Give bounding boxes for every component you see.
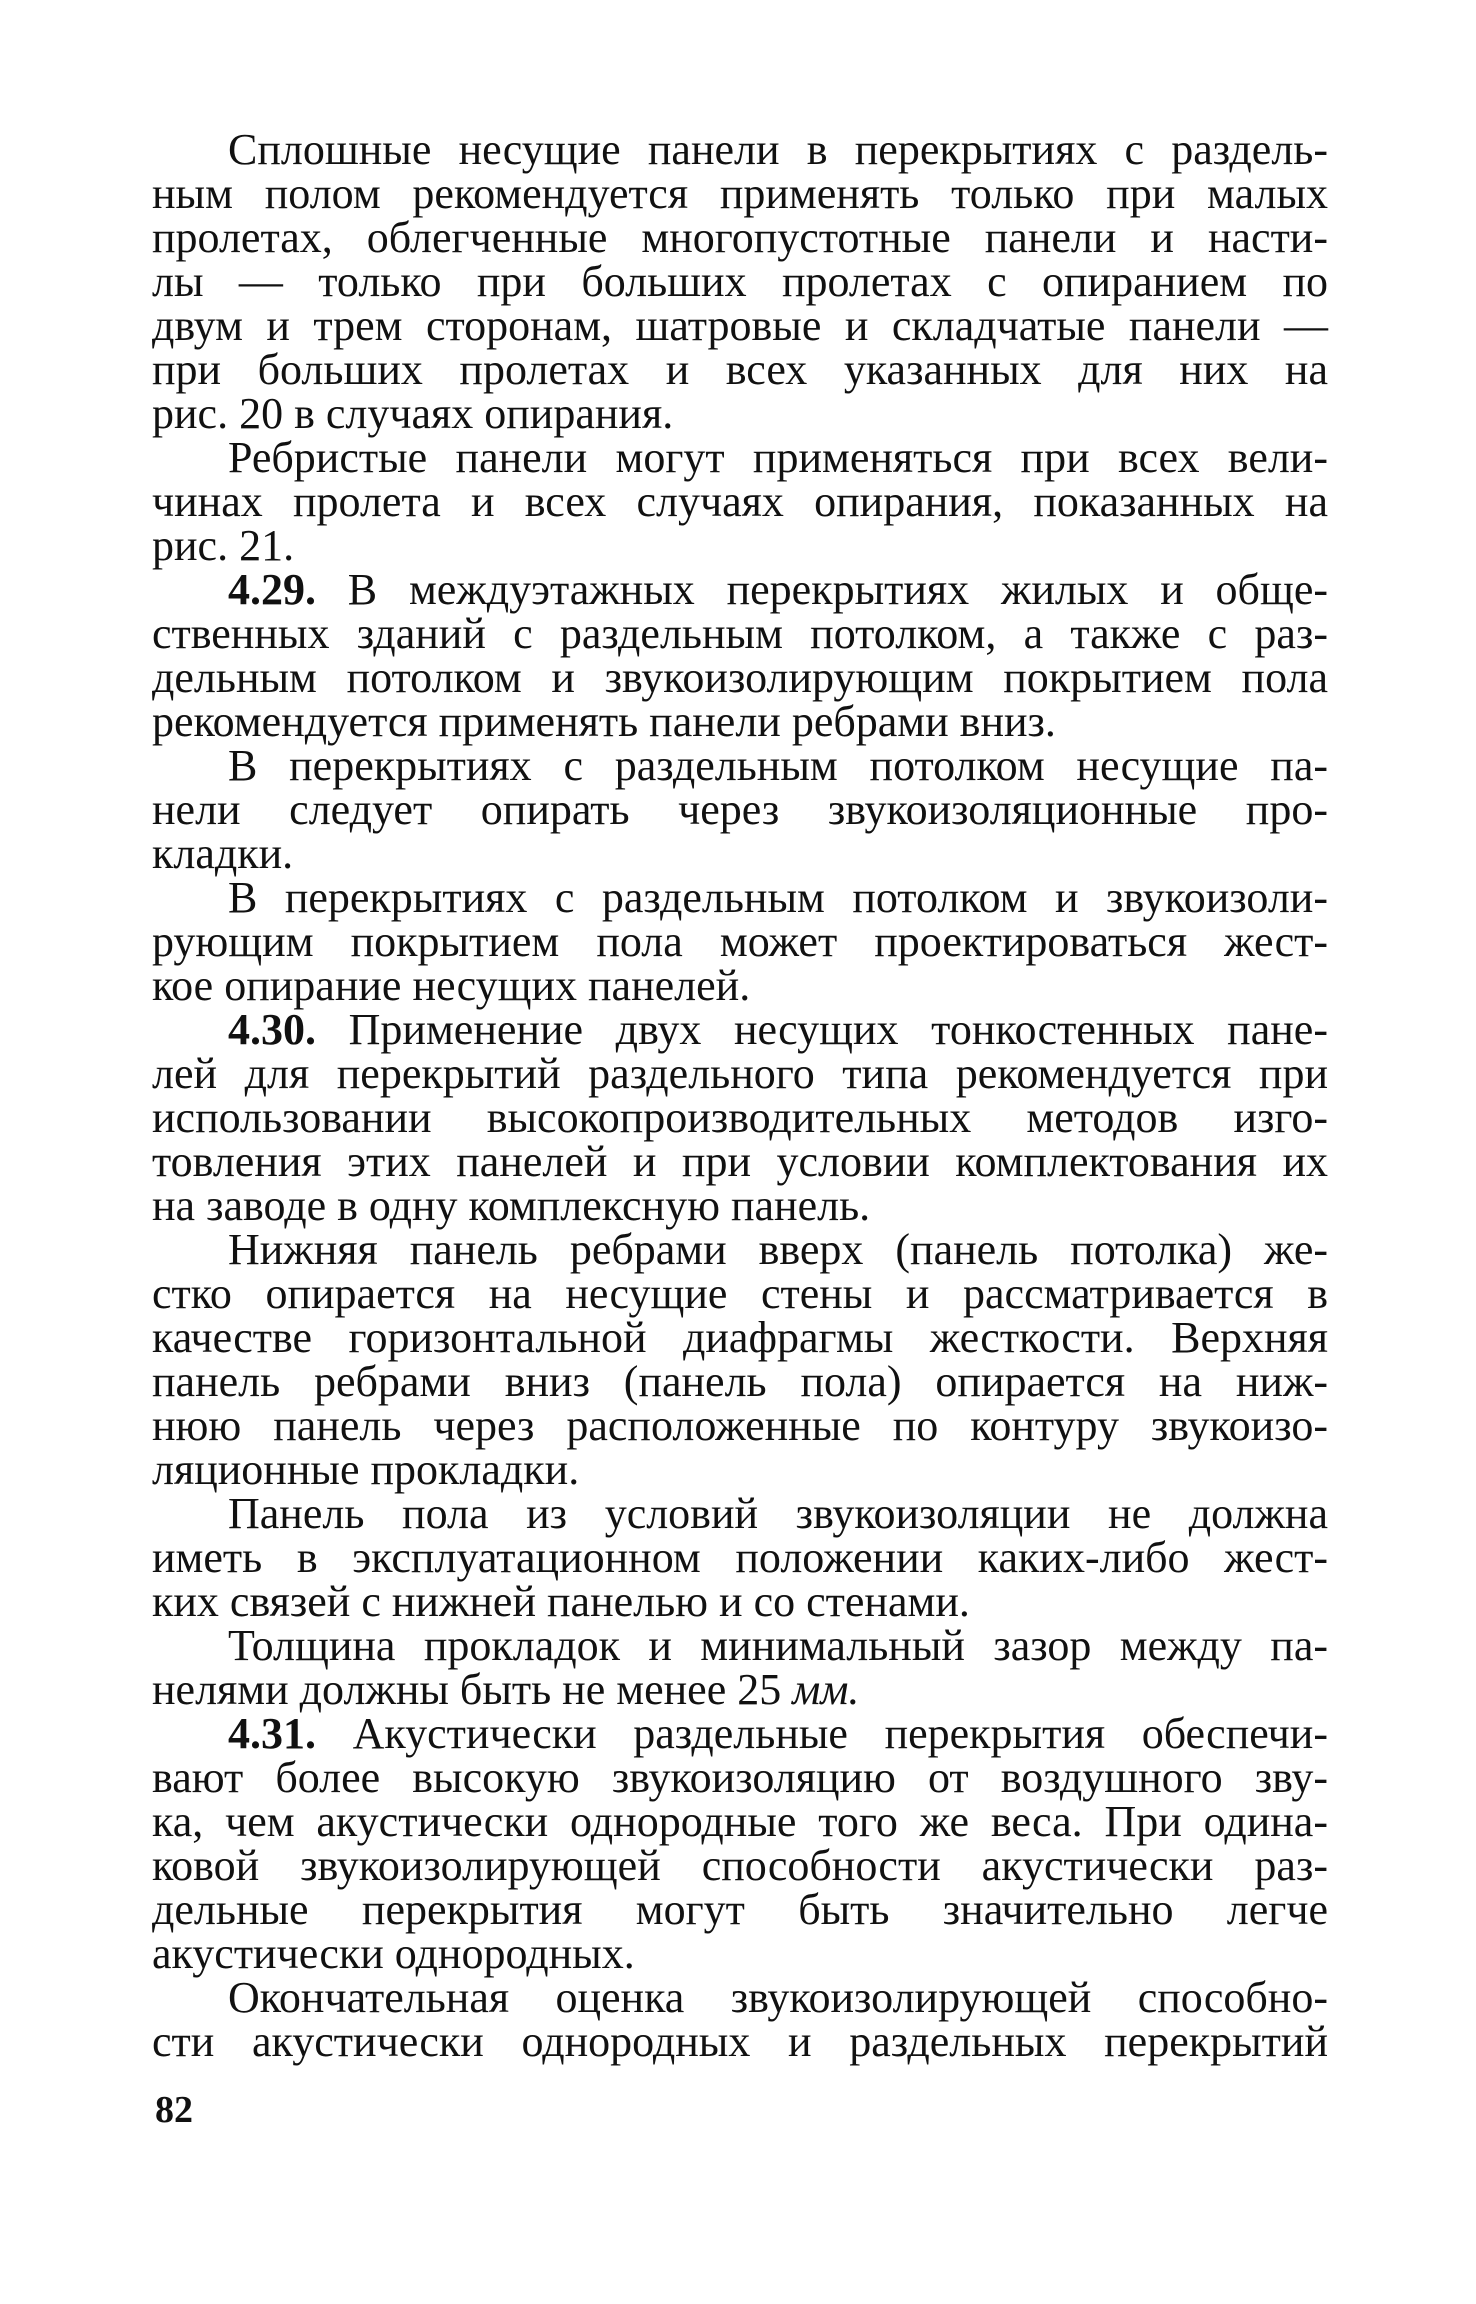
text-line: Нижняя панель ребрами вверх (панель потолка) же- — [228, 1225, 1328, 1274]
text-run: нелями должны быть не менее 25 — [152, 1665, 793, 1714]
text-line: Окончательная оценка звукоизолирующей способно- — [228, 1973, 1328, 2022]
text-run: Акустически раздельные перекрытия обеспечи- — [316, 1709, 1328, 1758]
text-line: иметь в эксплуатационном положении каких-либо жест- — [152, 1533, 1328, 1582]
text-line: кое опирание несущих панелей. — [152, 961, 751, 1010]
text-line: нюю панель через расположенные по контуру звукоизо- — [152, 1401, 1328, 1450]
text-line: ковой звукоизолирующей способности акустически раз- — [152, 1841, 1328, 1890]
section-line — [152, 1005, 1328, 1054]
text-line: В перекрытиях с раздельным потолком несущие па- — [228, 741, 1328, 790]
text-line: двум и трем сторонам, шатровые и складчатые панели — — [152, 301, 1328, 350]
page-number: 82 — [155, 2089, 193, 2131]
text-line: вают более высокую звукоизоляцию от воздушного зву- — [152, 1753, 1328, 1802]
text-line: пролетах, облегченные многопустотные панели и насти- — [152, 213, 1328, 262]
text-line: акустически однородных. — [152, 1929, 635, 1978]
unit-text: мм. — [792, 1665, 860, 1714]
text-line: ным полом рекомендуется применять только при малых — [152, 169, 1328, 218]
text-line: Панель пола из условий звукоизоляции не должна — [228, 1489, 1328, 1538]
text-line: рис. 21. — [152, 521, 295, 570]
text-line: Сплошные несущие панели в перекрытиях с раздель- — [228, 125, 1328, 174]
text-line: использовании высокопроизводительных методов изго- — [152, 1093, 1328, 1142]
text-line: ственных зданий с раздельным потолком, а также с раз- — [152, 609, 1328, 658]
text-line: ляционные прокладки. — [152, 1445, 580, 1494]
text-line: чинах пролета и всех случаях опирания, показанных на — [152, 477, 1328, 526]
text-line: рис. 20 в случаях опирания. — [152, 389, 674, 438]
text-line: лы — только при больших пролетах с опиранием по — [152, 257, 1328, 306]
text-line: Толщина прокладок и минимальный зазор между па- — [228, 1621, 1328, 1670]
text-line: В перекрытиях с раздельным потолком и звукоизоли- — [228, 873, 1328, 922]
text-line: дельным потолком и звукоизолирующим покрытием пола — [152, 653, 1328, 702]
text-line: нели следует опирать через звукоизоляционные про- — [152, 785, 1328, 834]
text-line: при больших пролетах и всех указанных для них на — [152, 345, 1328, 394]
text-line: сти акустически однородных и раздельных перекрытий — [152, 2017, 1328, 2066]
text-line: качестве горизонтальной диафрагмы жесткости. Верхняя — [152, 1313, 1328, 1362]
text-line: лей для перекрытий раздельного типа рекомендуется при — [152, 1049, 1328, 1098]
section-number: 4.30. — [228, 1005, 316, 1054]
text-line: панель ребрами вниз (панель пола) опирается на ниж- — [152, 1357, 1328, 1406]
text-line: Ребристые панели могут применяться при всех вели- — [228, 433, 1328, 482]
section-number: 4.31. — [228, 1709, 316, 1758]
text-line — [152, 1665, 1328, 1714]
body-text — [152, 125, 1328, 2066]
text-run: Применение двух несущих тонкостенных пане- — [316, 1005, 1328, 1054]
section-line — [152, 565, 1328, 614]
text-line: ка, чем акустически однородные того же веса. При одина- — [152, 1797, 1328, 1846]
text-run: В междуэтажных перекрытиях жилых и обще- — [316, 565, 1328, 614]
section-number: 4.29. — [228, 565, 316, 614]
text-line: рующим покрытием пола может проектироваться жест- — [152, 917, 1328, 966]
text-line: на заводе в одну комплексную панель. — [152, 1181, 871, 1230]
text-line: стко опирается на несущие стены и рассматривается в — [152, 1269, 1328, 1318]
text-line: ких связей с нижней панелью и со стенами. — [152, 1577, 970, 1626]
text-line: товления этих панелей и при условии комплектования их — [152, 1137, 1328, 1186]
section-line — [152, 1709, 1328, 1758]
text-line: кладки. — [152, 829, 294, 878]
text-line: рекомендуется применять панели ребрами вниз. — [152, 697, 1056, 746]
text-line: дельные перекрытия могут быть значительно легче — [152, 1885, 1328, 1934]
